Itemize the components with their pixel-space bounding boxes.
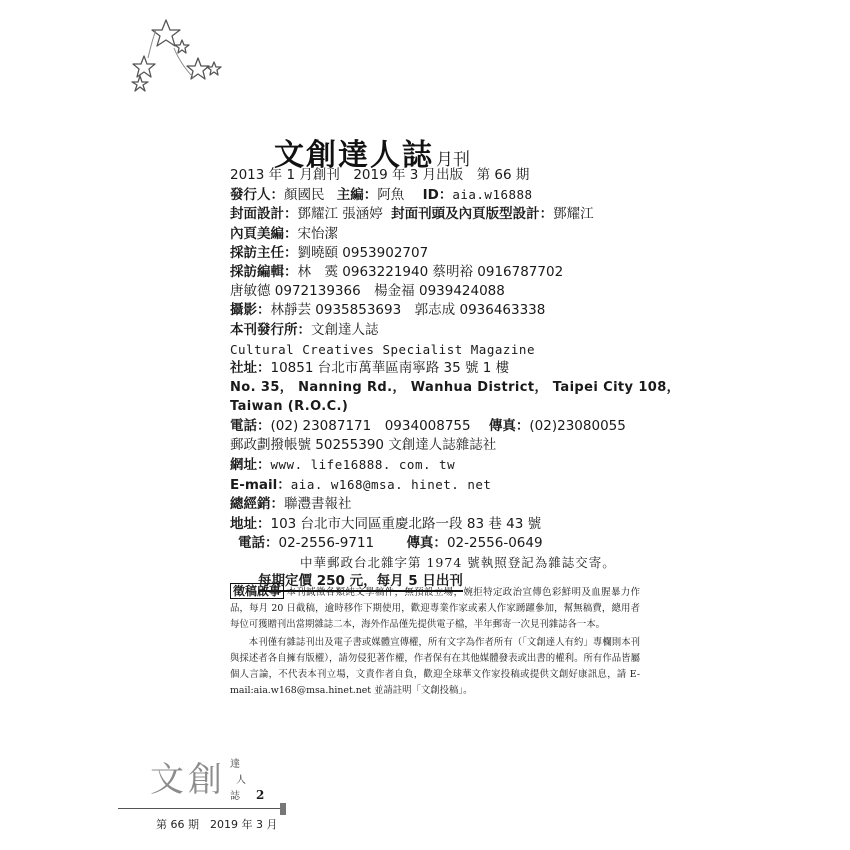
price-line: 每期定價 250 元，每月 5 日出刊 xyxy=(230,572,650,591)
footer-logo-char-2: 人 xyxy=(236,775,246,786)
footer-divider xyxy=(118,808,280,809)
page-number: 2 xyxy=(256,788,265,802)
issuer-line: 本刊發行所：文創達人誌 xyxy=(230,321,379,338)
registration-line: 中華郵政台北雜字第 1974 號執照登記為雜誌交寄。 xyxy=(300,555,616,571)
cover-design-line: 封面設計：鄧耀江 張涵婷 封面刊頭及內頁版型設計：鄧耀江 xyxy=(230,206,594,223)
title-suffix: 月刊 xyxy=(436,150,470,170)
notice-title: 徵稿啟事 xyxy=(230,583,284,599)
photo-line: 攝影：林靜芸 0935853693 郭志成 0936463338 xyxy=(230,302,546,319)
email-line: E-mail：aia. w168@msa. hinet. net xyxy=(230,477,492,494)
distributor-phone-line: 電話：02-2556-9711 傳真：02-2556-0649 xyxy=(238,534,543,551)
address-en-line-1: No. 35， Nanning Rd.， Wanhua District， Taipei City 108， xyxy=(230,380,681,396)
phone-line: 電話：(02) 23087171 0934008755 傳真：(02)23080055 xyxy=(230,417,626,434)
footer-marker xyxy=(280,803,286,815)
footer-logo-char-3: 誌 xyxy=(230,791,240,802)
postal-account-line: 郵政劃撥帳號 50255390 文創達人誌雜誌社 xyxy=(230,436,497,453)
notice-paragraph-2: 本刊僅有雜誌刊出及電子書或媒體宣傳權，所有文字為作者所有（「文創達人有約」專欄則本刊與採述者各自擁有版權），請勿侵犯著作權，作者保有在其他媒體發表或出書的權利。所有作品皆屬個人言論，不代表本刊立場，文責作者自負，歡迎全球華文作家投稿或提供文創好康訊息，請 E-mail:aia.w168@msa.hinet.net 並請註明「文創投稿」。 xyxy=(230,637,640,696)
star-decoration-icon xyxy=(128,18,228,93)
distributor-line: 總經銷：聯灃書報社 xyxy=(230,496,352,513)
footer-issue: 第 66 期 2019 年 3 月 xyxy=(156,818,278,831)
address-line: 社址：10851 台北市萬華區南寧路 35 號 1 樓 xyxy=(230,360,510,377)
title-text: 文創達人誌 xyxy=(274,138,434,173)
call-for-submissions xyxy=(230,583,640,699)
interview-editor-line: 採訪編輯：林 霙 0963221940 蔡明裕 0916787702 xyxy=(230,264,564,281)
interview-chief-line: 採訪主任：劉曉頤 0953902707 xyxy=(230,244,429,261)
distributor-address-line: 地址：103 台北市大同區重慶北路一段 83 巷 43 號 xyxy=(230,515,542,532)
interview-editor-line-2: 唐敏德 0972139366 楊金福 0939424088 xyxy=(230,283,505,300)
website-line: 網址：www. life16888. com. tw xyxy=(230,457,456,474)
masthead-block xyxy=(230,166,681,591)
english-name: Cultural Creatives Specialist Magazine xyxy=(230,341,535,357)
art-editor-line: 內頁美編：宋怡潔 xyxy=(230,225,338,242)
footer-logo-char-1: 達 xyxy=(230,759,240,770)
publisher-line: 發行人：顏國民 主編：阿魚 ID：aia.w16888 xyxy=(230,187,533,204)
address-en-line-2: Taiwan (R.O.C.) xyxy=(230,399,349,415)
footer-logo: 文創 xyxy=(150,760,226,800)
notice-paragraph-1: 徵稿啟事 本刊誠徵各類純文學稿件，無預設立場，婉拒特定政治宣傳色彩鮮明及血腥暴力作品，每月 20 日截稿，逾時移作下期使用，歡迎專業作家或素人作家踴躍參加，幫無稿費，總用者每位可獲贈刊出當期雜誌二本，海外作品僅先提供電子檔，半年郵寄一次見刊雜誌各一本。 xyxy=(230,584,640,630)
founding-line: 2013 年 1 月創刊 2019 年 3 月出版 第 66 期 xyxy=(230,167,530,183)
